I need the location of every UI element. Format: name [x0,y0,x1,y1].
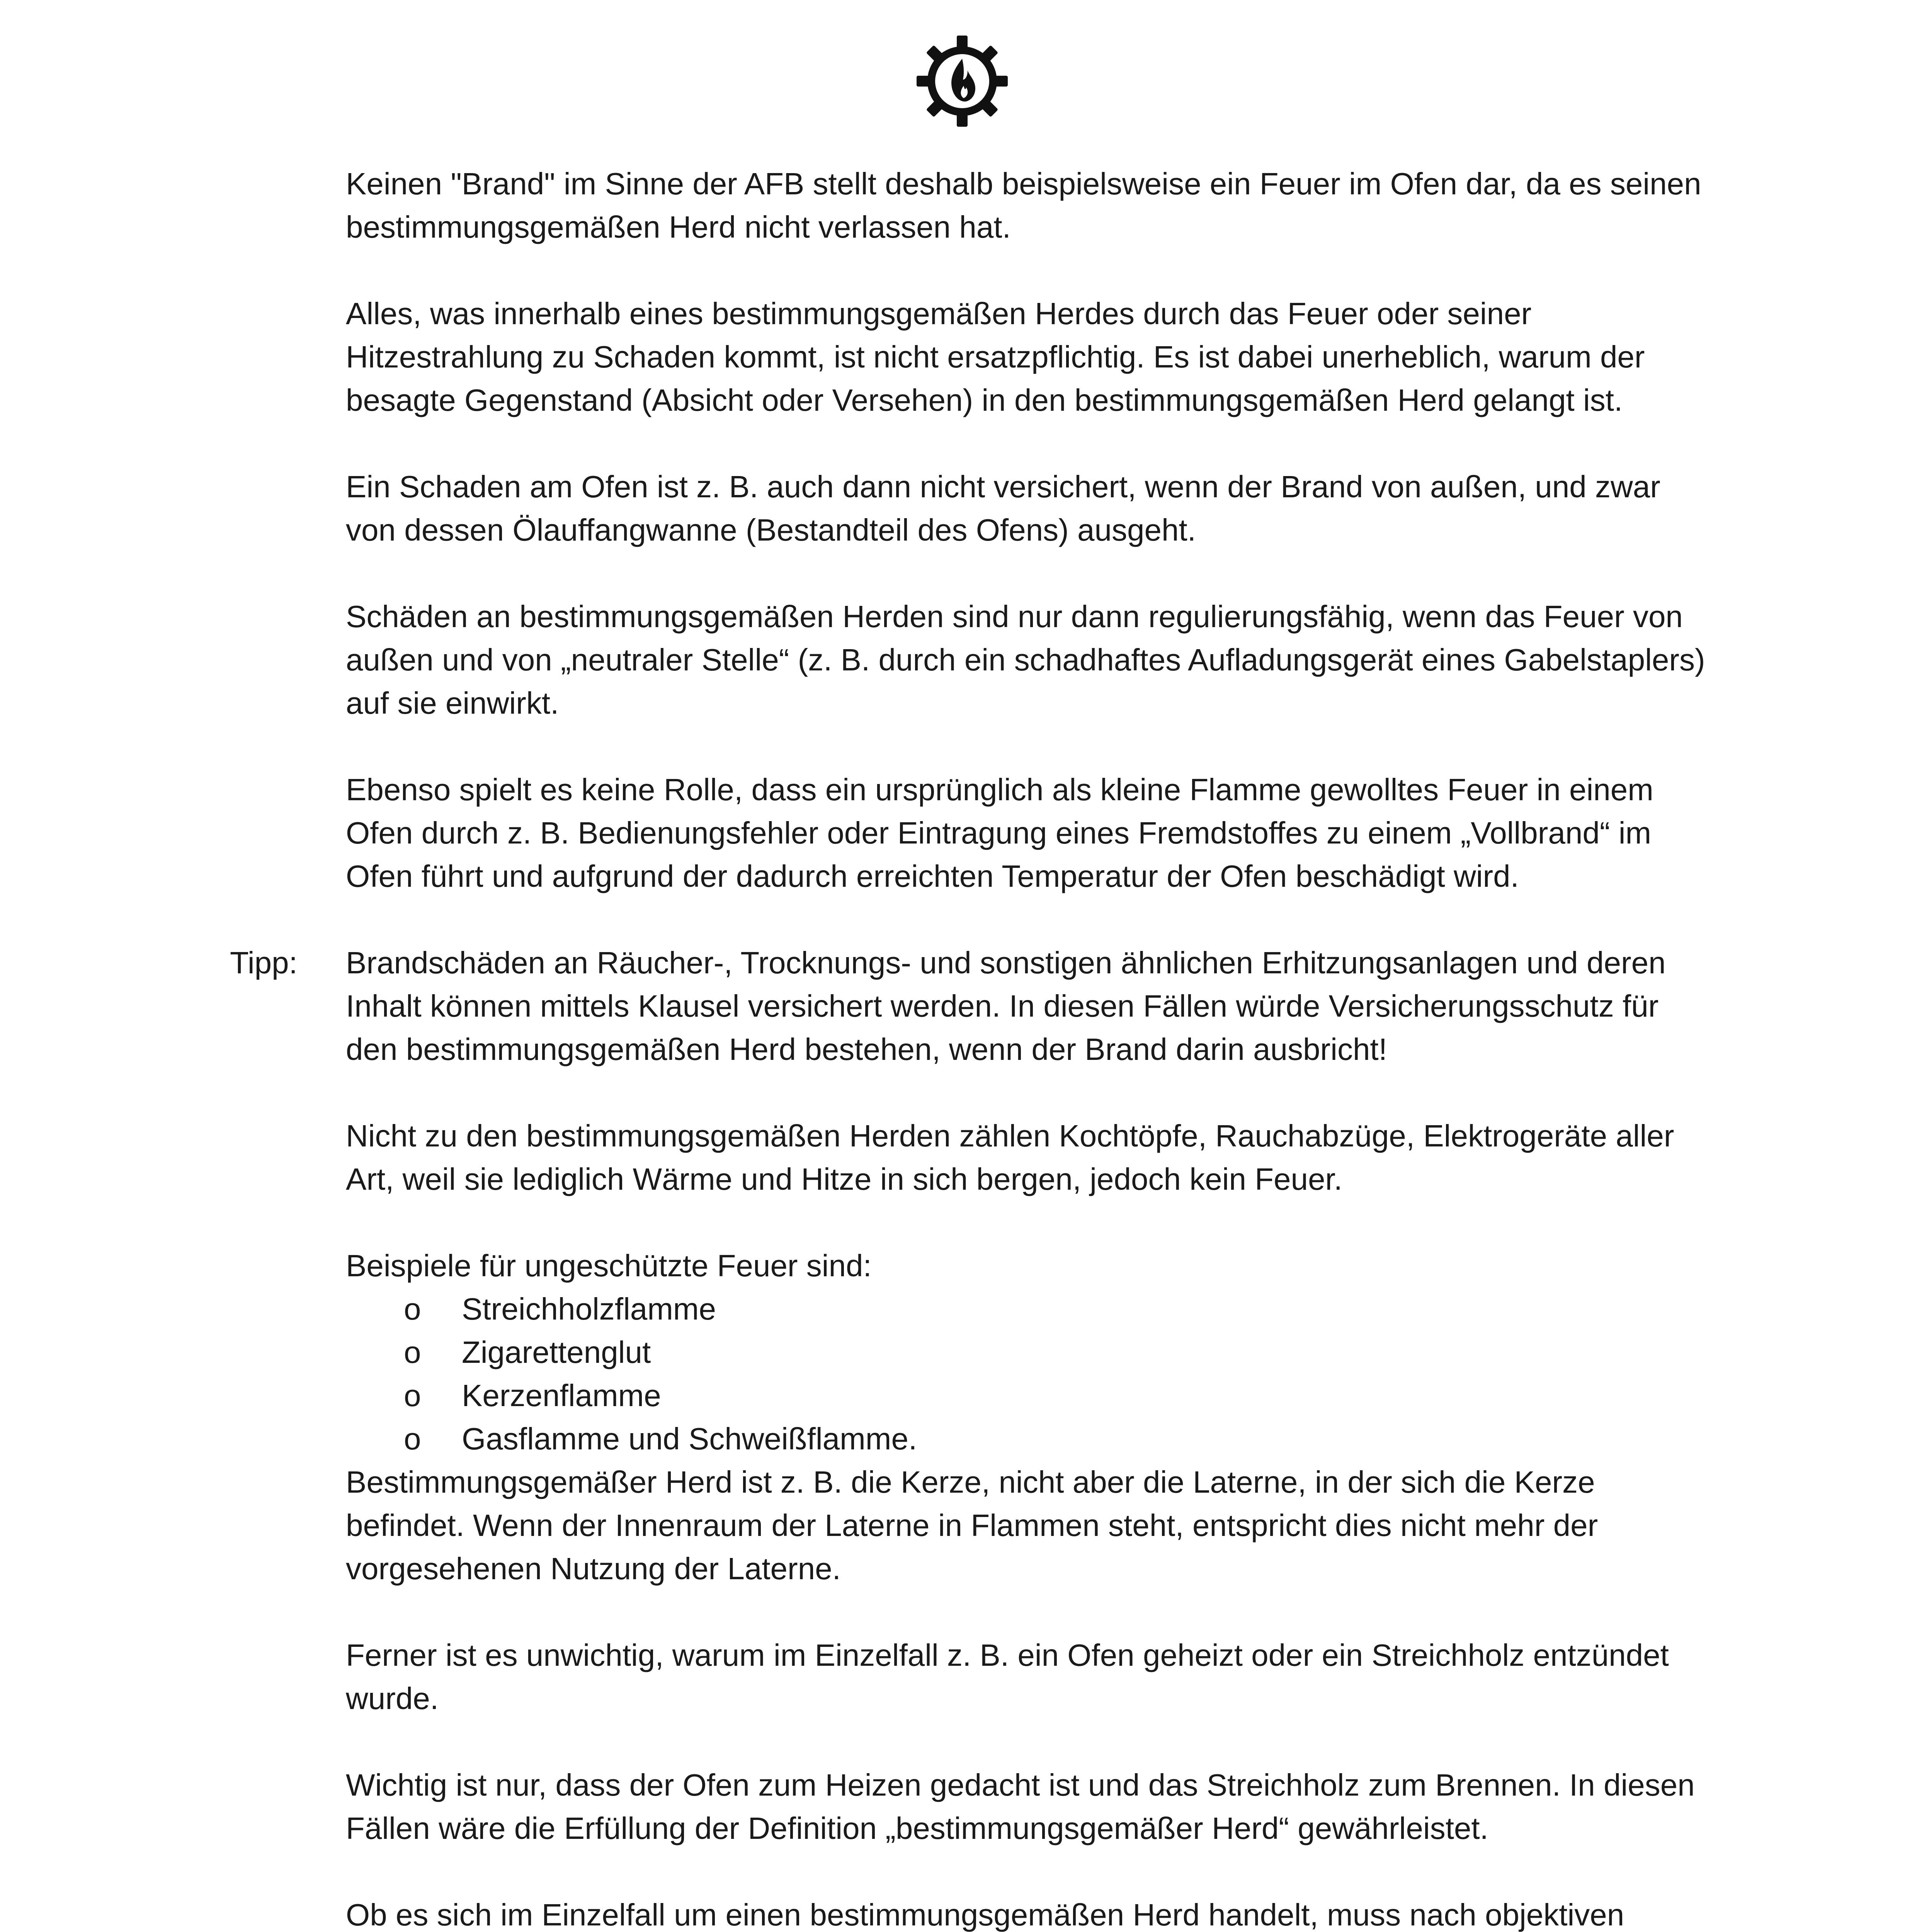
gear-with-flame-icon [916,35,1009,128]
beispiele-list [346,1287,1710,1461]
tipp-label: Tipp: [230,946,298,980]
list-item-text: Streichholzflamme [462,1292,716,1326]
paragraph-laterne: Bestimmungsgemäßer Herd ist z. B. die Kerze, nicht aber die Laterne, in der sich die Kerze befindet. Wenn der Innenraum der Laterne in Flammen steht, entspricht dies nicht mehr der vorgesehenen Nutzung der Laterne. [346,1465,1598,1586]
paragraph-vollbrand: Ebenso spielt es keine Rolle, dass ein ursprünglich als kleine Flamme gewolltes Feuer in einem Ofen durch z. B. Bedienungsfehler oder Eintragung eines Fremdstoffes zu einem „Vollbrand“ im Ofen führt und aufgrund der dadurch erreichten Temperatur der Ofen beschädigt wird. [346,772,1653,893]
paragraph-oelauffangwanne: Ein Schaden am Ofen ist z. B. auch dann nicht versichert, wenn der Brand von außen, und zwar von dessen Ölauffangwanne (Bestandteil des Ofens) ausgeht. [346,469,1660,547]
paragraph-feuer-im-ofen: Keinen "Brand" im Sinne der AFB stellt deshalb beispielsweise ein Feuer im Ofen dar, da es seinen bestimmungsgemäßen Herd nicht verlassen hat. [346,167,1701,244]
list-item [346,1287,1710,1331]
tipp-text: Brandschäden an Räucher-, Trocknungs- und sonstigen ähnlichen Erhitzungsanlagen und deren Inhalt können mittels Klausel versichert werden. In diesen Fällen würde Versicherungsschutz für den bestimmungsgemäßen Herd bestehen, wenn der Brand darin ausbricht! [346,946,1666,1066]
bullet-circle-icon: o [404,1378,421,1413]
paragraph-herd-schaden: Alles, was innerhalb eines bestimmungsgemäßen Herdes durch das Feuer oder seiner Hitzestrahlung zu Schaden kommt, ist nicht ersatzpflichtig. Es ist dabei unerheblich, warum der besagte Gegenstand (Absicht oder Versehen) in den bestimmungsgemäßen Herd gelangt ist. [346,296,1645,417]
paragraph-neutrale-stelle: Schäden an bestimmungsgemäßen Herden sind nur dann regulierungsfähig, wenn das Feuer von außen und von „neutraler Stelle“ (z. B. durch ein schadhaftes Aufladungsgerät eines Gabelstaplers) auf sie einwirkt. [346,599,1705,720]
beispiele-intro: Beispiele für ungeschützte Feuer sind: [346,1248,872,1283]
list-item-text: Kerzenflamme [462,1378,661,1413]
list-item-text: Gasflamme und Schweißflamme. [462,1422,917,1456]
list-item [346,1331,1710,1374]
list-item-text: Zigarettenglut [462,1335,651,1369]
paragraph-einzelfall: Ferner ist es unwichtig, warum im Einzelfall z. B. ein Ofen geheizt oder ein Streichholz entzündet wurde. [346,1638,1669,1716]
bullet-circle-icon: o [404,1292,421,1326]
bullet-circle-icon: o [404,1335,421,1369]
list-item [346,1417,1710,1461]
tipp-block [230,941,1710,1071]
bullet-circle-icon: o [404,1422,421,1456]
list-item [346,1374,1710,1417]
document-body [230,162,1710,1932]
paragraph-definition: Wichtig ist nur, dass der Ofen zum Heizen gedacht ist und das Streichholz zum Brennen. In diesen Fällen wäre die Erfüllung der Definition „bestimmungsgemäßer Herd“ gewährleistet. [346,1768,1695,1845]
paragraph-kochtoepfe: Nicht zu den bestimmungsgemäßen Herden zählen Kochtöpfe, Rauchabzüge, Elektrogeräte aller Art, weil sie lediglich Wärme und Hitze in sich bergen, jedoch kein Feuer. [346,1119,1674,1196]
paragraph-objektive-gesichtspunkte: Ob es sich im Einzelfall um einen bestimmungsgemäßen Herd handelt, muss nach objektiven [346,1898,1624,1932]
